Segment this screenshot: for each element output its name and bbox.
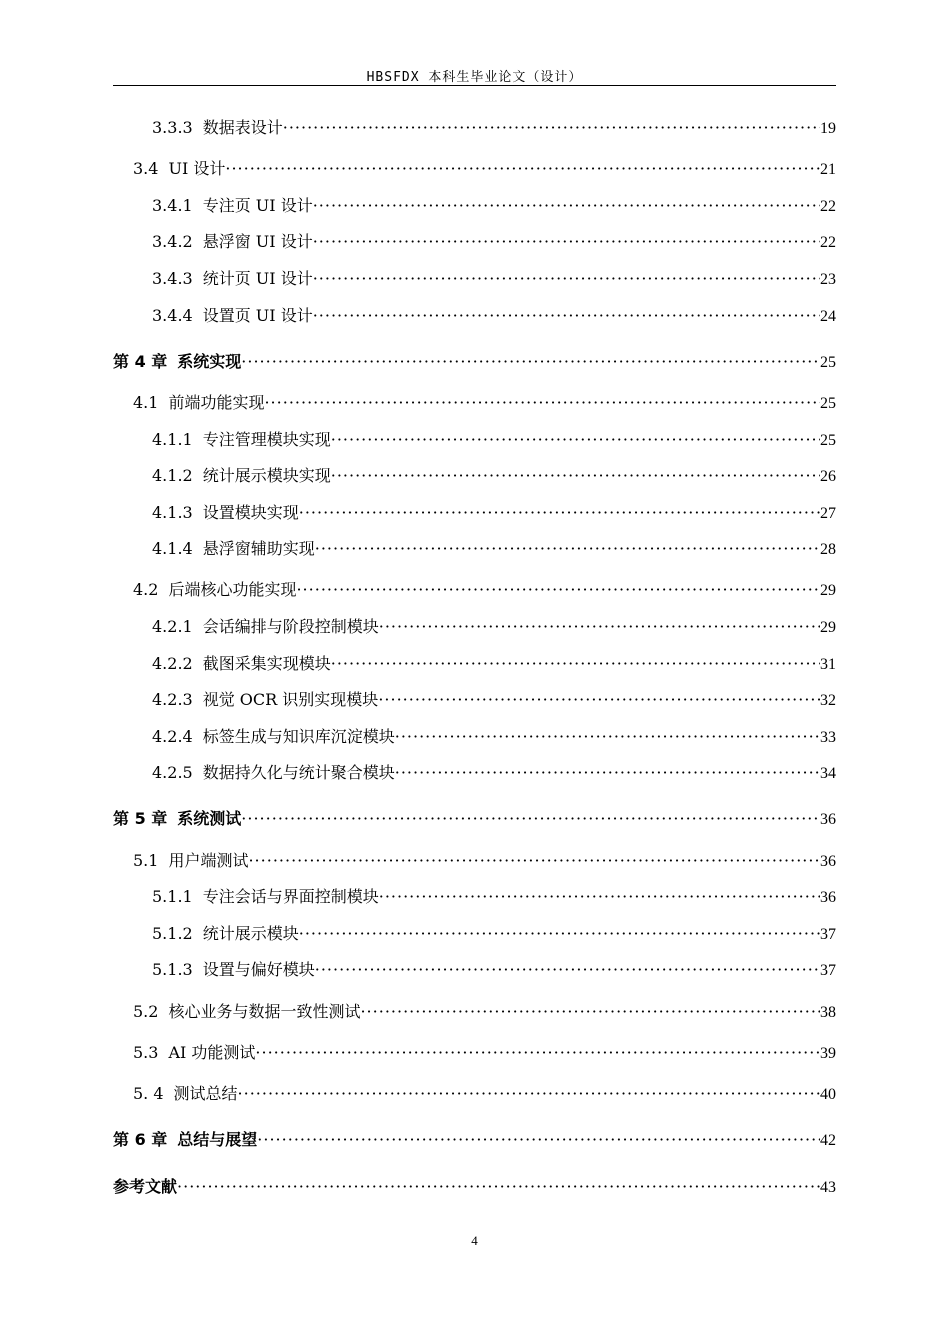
toc-entry[interactable] — [113, 156, 836, 180]
toc-entry[interactable] — [113, 266, 836, 290]
toc-entry[interactable] — [113, 884, 836, 908]
toc-title: 标签生成与知识库沉淀模块 — [202, 727, 395, 746]
header-rule — [113, 85, 836, 86]
toc-dot-leader — [379, 887, 820, 906]
toc-number: 5. 4 — [133, 1084, 164, 1103]
toc-dot-leader — [255, 1043, 820, 1062]
toc-title: 数据表设计 — [202, 118, 283, 137]
toc-chapter-entry[interactable] — [113, 806, 836, 830]
toc-entry[interactable] — [113, 760, 836, 784]
toc-page-number: 25 — [820, 432, 836, 449]
toc-page-number: 29 — [820, 619, 836, 636]
toc-page-number: 36 — [820, 889, 836, 906]
toc-entry[interactable] — [113, 724, 836, 748]
toc-number: 3.4.3 — [152, 269, 193, 288]
toc-entry[interactable] — [113, 687, 836, 711]
toc-title: 设置模块实现 — [202, 503, 299, 522]
toc-entry[interactable] — [113, 848, 836, 872]
toc-page-number: 42 — [820, 1132, 836, 1149]
toc-title: 统计页 UI 设计 — [202, 269, 313, 288]
toc-entry[interactable] — [113, 500, 836, 524]
toc-number: 5.2 — [133, 1002, 159, 1021]
toc-title: 系统测试 — [177, 809, 242, 828]
toc-dot-leader — [331, 430, 820, 449]
toc-number: 4.1 — [133, 393, 159, 412]
toc-entry[interactable] — [113, 1081, 836, 1105]
toc-number: 5.1.1 — [152, 887, 193, 906]
toc-entry[interactable] — [113, 999, 836, 1023]
toc-page-number: 34 — [820, 765, 836, 782]
toc-title: 测试总结 — [173, 1084, 238, 1103]
toc-entry[interactable] — [113, 193, 836, 217]
toc-entry[interactable] — [113, 229, 836, 253]
toc-dot-leader — [395, 727, 820, 746]
toc-page-number: 25 — [820, 354, 836, 371]
toc-number: 3.4.2 — [152, 232, 193, 251]
toc-number: 4.1.2 — [152, 466, 193, 485]
toc-entry[interactable] — [113, 957, 836, 981]
toc-number: 5.1.3 — [152, 960, 193, 979]
toc-page-number: 31 — [820, 656, 836, 673]
toc-dot-leader — [241, 352, 820, 371]
toc-page-number: 43 — [820, 1179, 836, 1196]
toc-number: 3.4.1 — [152, 196, 193, 215]
toc-number: 4.1.4 — [152, 539, 193, 558]
toc-number: 4.2.1 — [152, 617, 193, 636]
toc-number: 5.3 — [133, 1043, 159, 1062]
toc-page-number: 26 — [820, 468, 836, 485]
toc-page-number: 27 — [820, 505, 836, 522]
toc-page-number: 23 — [820, 271, 836, 288]
toc-title: 专注管理模块实现 — [202, 430, 331, 449]
toc-page-number: 36 — [820, 853, 836, 870]
toc-entry[interactable] — [113, 614, 836, 638]
toc-number: 4.2.3 — [152, 690, 193, 709]
page-number-footer: 4 — [471, 1233, 478, 1248]
toc-page-number: 22 — [820, 198, 836, 215]
toc-number: 4.2.4 — [152, 727, 193, 746]
toc-dot-leader — [264, 393, 820, 412]
toc-dot-leader — [299, 924, 820, 943]
toc-dot-leader — [395, 763, 820, 782]
toc-number: 3.4.4 — [152, 306, 193, 325]
toc-dot-leader — [257, 1130, 820, 1149]
toc-page-number: 38 — [820, 1004, 836, 1021]
toc-chapter-entry[interactable] — [113, 1127, 836, 1151]
toc-title: 视觉 OCR 识别实现模块 — [202, 690, 379, 709]
toc-dot-leader — [379, 617, 820, 636]
toc-page-number: 36 — [820, 811, 836, 828]
toc-number: 第 6 章 — [113, 1130, 168, 1149]
toc-entry[interactable] — [113, 463, 836, 487]
toc-title: AI 功能测试 — [168, 1043, 256, 1062]
toc-dot-leader — [313, 232, 820, 251]
toc-page-number: 29 — [820, 582, 836, 599]
toc-dot-leader — [177, 1177, 820, 1196]
toc-page-number: 22 — [820, 234, 836, 251]
toc-title: 悬浮窗辅助实现 — [202, 539, 315, 558]
toc-title: 用户端测试 — [168, 851, 249, 870]
toc-number: 4.2.2 — [152, 654, 193, 673]
toc-entry[interactable] — [113, 115, 836, 139]
toc-number: 参考文献 — [113, 1177, 178, 1196]
toc-entry[interactable] — [113, 651, 836, 675]
toc-dot-leader — [315, 960, 820, 979]
toc-number: 4.2 — [133, 580, 159, 599]
toc-entry[interactable] — [113, 1040, 836, 1064]
toc-number: 4.2.5 — [152, 763, 193, 782]
toc-entry[interactable] — [113, 921, 836, 945]
toc-entry[interactable] — [113, 577, 836, 601]
toc-dot-leader — [296, 580, 820, 599]
toc-entry[interactable] — [113, 303, 836, 327]
toc-dot-leader — [313, 269, 820, 288]
toc-entry[interactable] — [113, 427, 836, 451]
toc-title: 设置页 UI 设计 — [202, 306, 313, 325]
toc-dot-leader — [315, 539, 820, 558]
toc-dot-leader — [331, 654, 820, 673]
toc-title: 设置与偏好模块 — [202, 960, 315, 979]
toc-dot-leader — [248, 851, 820, 870]
toc-title: 后端核心功能实现 — [168, 580, 297, 599]
toc-page-number: 37 — [820, 962, 836, 979]
toc-number: 第 5 章 — [113, 809, 168, 828]
toc-title: 悬浮窗 UI 设计 — [202, 232, 313, 251]
toc-entry[interactable] — [113, 390, 836, 414]
toc-number: 3.3.3 — [152, 118, 193, 137]
toc-title: 统计展示模块 — [202, 924, 299, 943]
toc-chapter-entry[interactable] — [113, 349, 836, 373]
toc-page-number: 39 — [820, 1045, 836, 1062]
toc-title: 会话编排与阶段控制模块 — [202, 617, 379, 636]
toc-page-number: 33 — [820, 729, 836, 746]
toc-dot-leader — [360, 1002, 820, 1021]
toc-dot-leader — [299, 503, 820, 522]
running-header: HBSFDX 本科生毕业论文（设计） — [366, 70, 583, 85]
toc-title: 前端功能实现 — [168, 393, 265, 412]
toc-dot-leader — [331, 466, 820, 485]
toc-title: 系统实现 — [177, 352, 242, 371]
toc-dot-leader — [378, 690, 820, 709]
toc-page-number: 40 — [820, 1086, 836, 1103]
toc-number: 第 4 章 — [113, 352, 168, 371]
toc-title: 专注会话与界面控制模块 — [202, 887, 379, 906]
toc-page-number: 28 — [820, 541, 836, 558]
toc-title: 专注页 UI 设计 — [202, 196, 313, 215]
toc-title: 截图采集实现模块 — [202, 654, 331, 673]
toc-number: 4.1.1 — [152, 430, 193, 449]
toc-chapter-entry[interactable] — [113, 1174, 836, 1198]
toc-number: 4.1.3 — [152, 503, 193, 522]
toc-number: 3.4 — [133, 159, 159, 178]
toc-number: 5.1.2 — [152, 924, 193, 943]
toc-page-number: 24 — [820, 308, 836, 325]
toc-page-number: 37 — [820, 926, 836, 943]
toc-dot-leader — [313, 306, 820, 325]
toc-page-number: 25 — [820, 395, 836, 412]
toc-dot-leader — [313, 196, 820, 215]
toc-page-number: 19 — [820, 120, 836, 137]
toc-dot-leader — [241, 809, 820, 828]
toc-dot-leader — [238, 1084, 820, 1103]
toc-number: 5.1 — [133, 851, 159, 870]
toc-dot-leader — [225, 159, 820, 178]
toc-title: UI 设计 — [168, 159, 226, 178]
toc-title: 总结与展望 — [177, 1130, 258, 1149]
toc-dot-leader — [283, 118, 820, 137]
toc-title: 数据持久化与统计聚合模块 — [202, 763, 395, 782]
toc-title: 核心业务与数据一致性测试 — [168, 1002, 361, 1021]
toc-title: 统计展示模块实现 — [202, 466, 331, 485]
toc-entry[interactable] — [113, 536, 836, 560]
toc-page-number: 32 — [820, 692, 836, 709]
toc-page-number: 21 — [820, 161, 836, 178]
